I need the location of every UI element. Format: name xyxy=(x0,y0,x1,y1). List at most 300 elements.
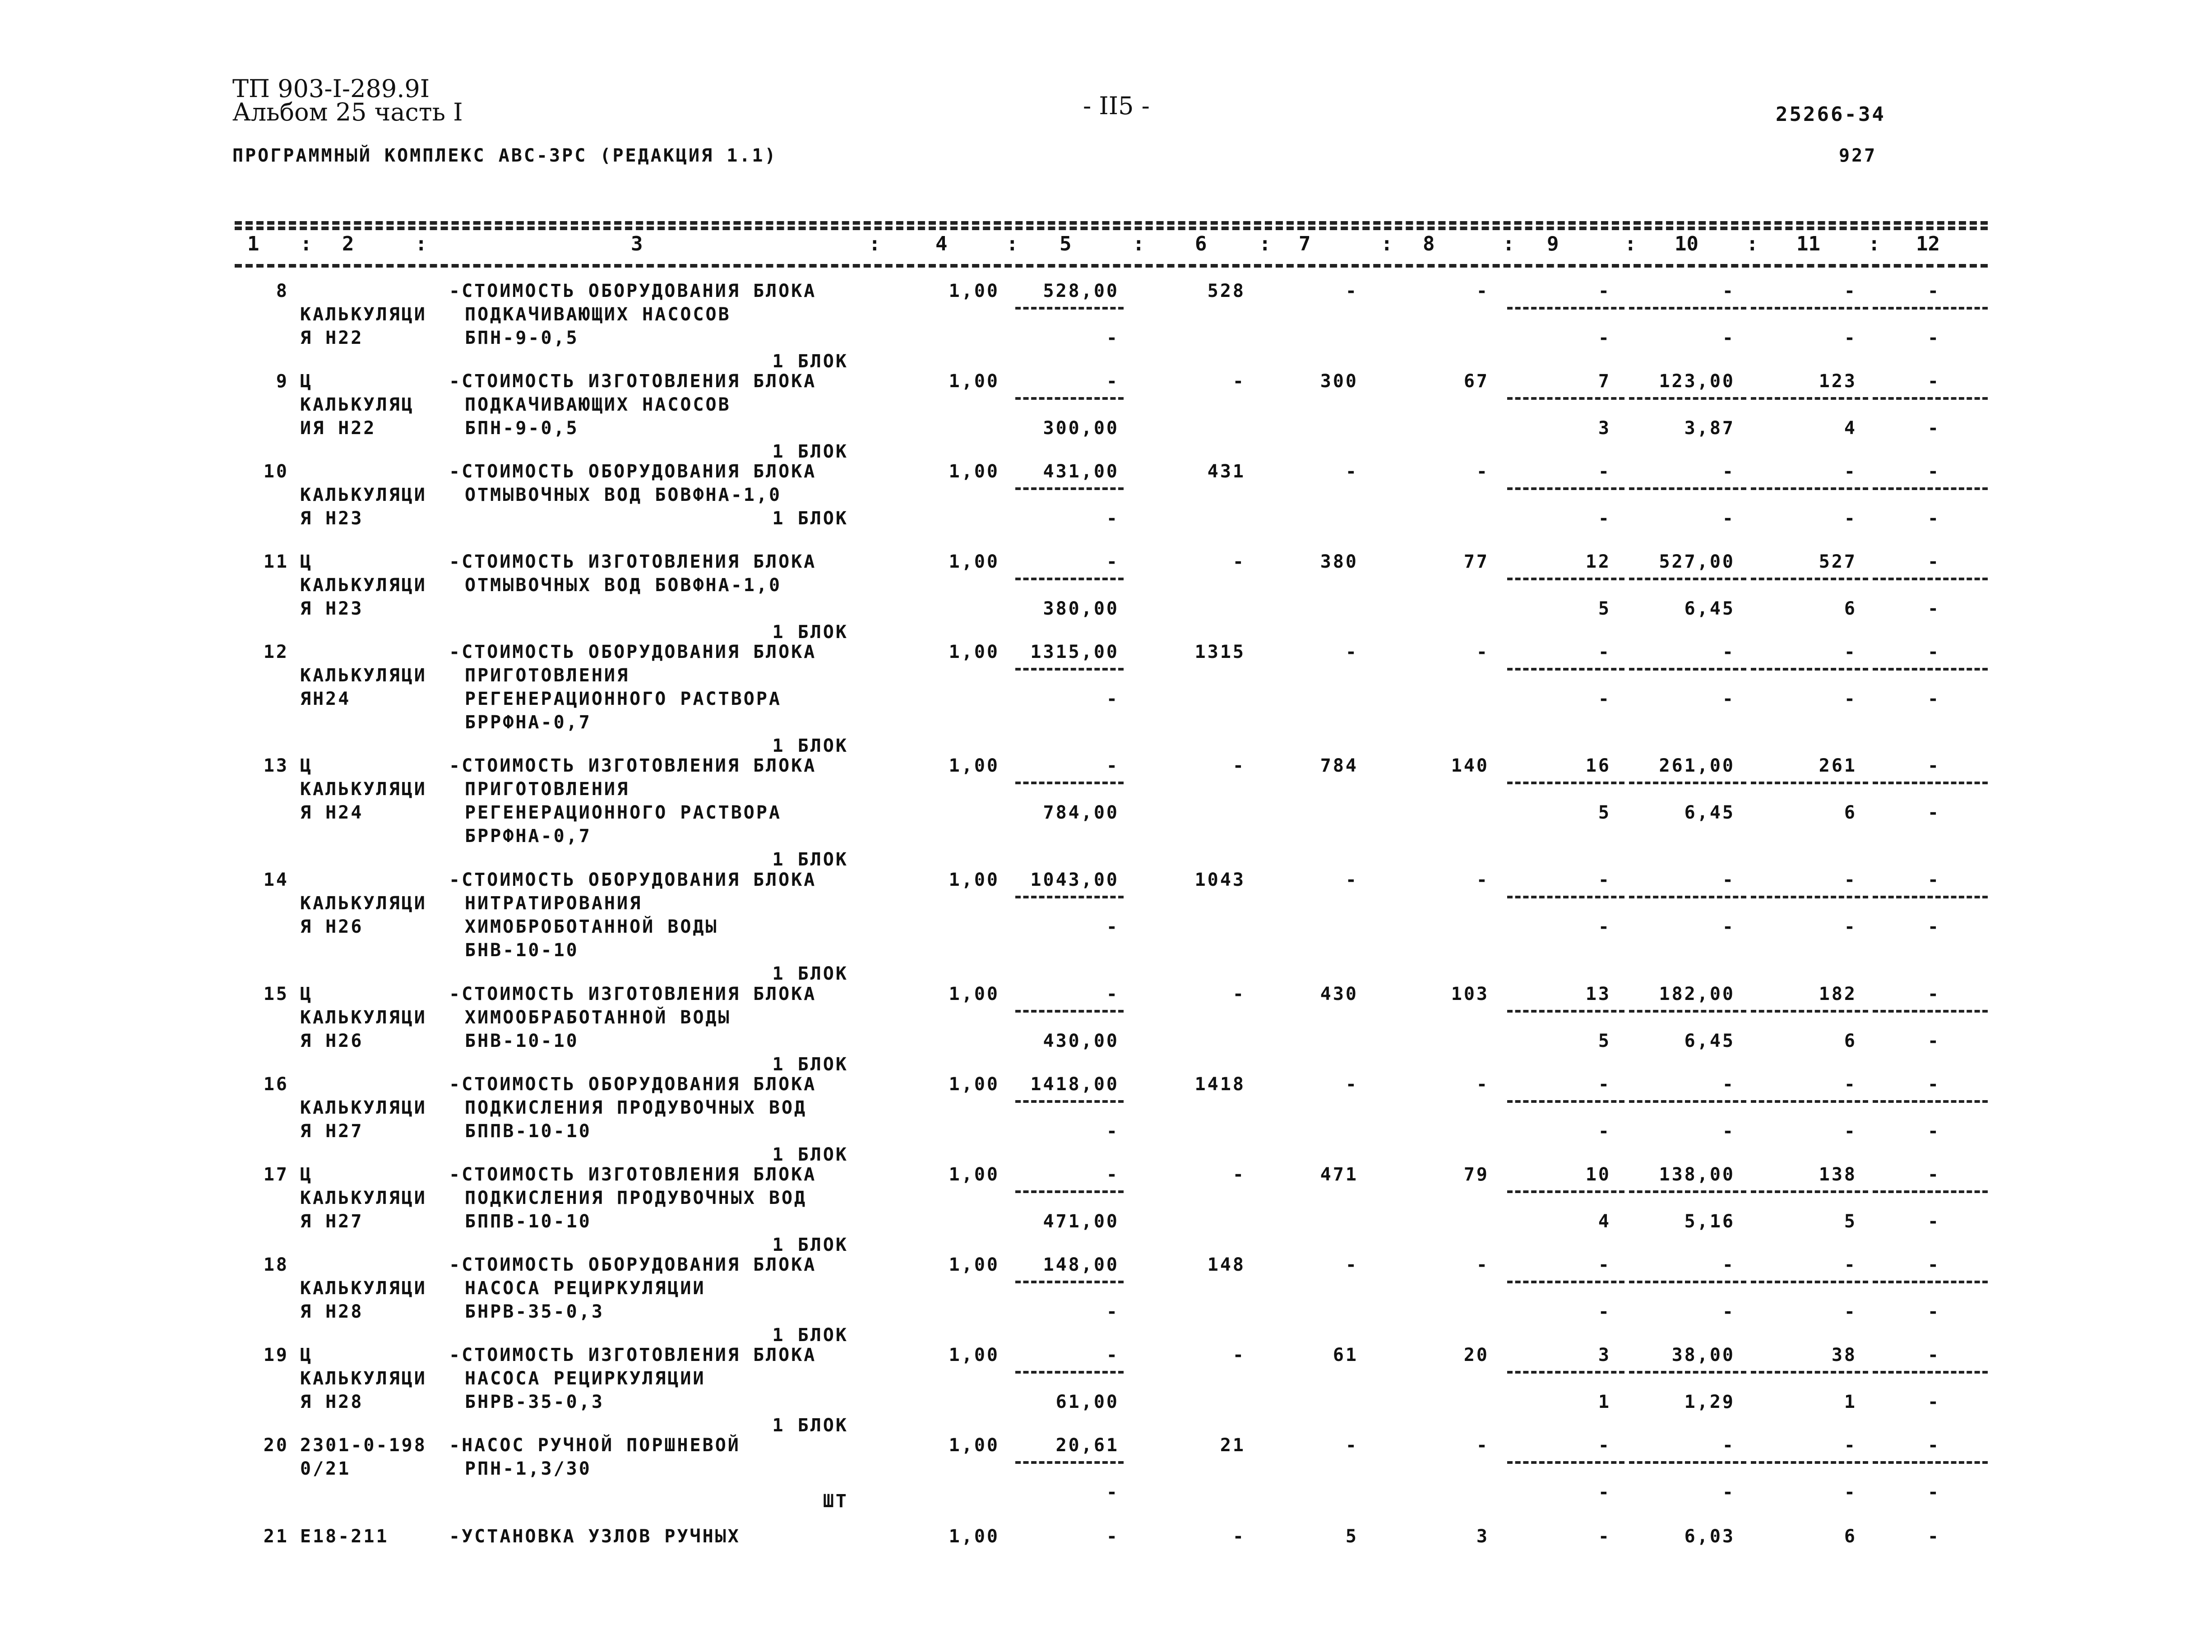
col-12-value: - xyxy=(1927,1074,1940,1095)
norm-code: Ц xyxy=(300,551,313,572)
quantity: 1,00 xyxy=(949,371,1000,392)
col-9-subvalue: - xyxy=(1598,916,1611,937)
col-9-value: 13 xyxy=(1585,984,1611,1004)
col-11-divider xyxy=(1751,782,1868,784)
col-11-divider xyxy=(1751,307,1868,310)
col-12-subvalue: - xyxy=(1927,598,1940,619)
norm-code: КАЛЬКУЛЯЦИ xyxy=(300,665,427,686)
row-number: 21 xyxy=(263,1526,289,1547)
work-description: БРРФНА-0,7 xyxy=(465,826,592,847)
col-11-subvalue: - xyxy=(1844,328,1857,348)
total-cost: - xyxy=(1232,1164,1245,1185)
col-12-subvalue: - xyxy=(1927,802,1940,823)
col-10-value: 6,03 xyxy=(1684,1526,1735,1547)
work-description: ПРИГОТОВЛЕНИЯ xyxy=(465,665,630,686)
col-10-value: - xyxy=(1722,281,1735,301)
col-9-value: 12 xyxy=(1585,551,1611,572)
total-cost: - xyxy=(1232,984,1245,1004)
col-9-subvalue: 3 xyxy=(1598,418,1611,439)
col-8-value: 77 xyxy=(1463,551,1489,572)
total-cost: 1418 xyxy=(1194,1074,1245,1095)
unit-of-measure: 1 БЛОК xyxy=(772,1144,848,1165)
work-description: -СТОИМОСТЬ ОБОРУДОВАНИЯ БЛОКА xyxy=(449,1074,817,1095)
norm-code: Ц xyxy=(300,1345,313,1365)
work-description: ОТМЫВОЧНЫХ ВОД БОВФНА-1,0 xyxy=(465,575,782,596)
col-10-value: 261,00 xyxy=(1659,755,1735,776)
unit-of-measure: 1 БЛОК xyxy=(772,1415,848,1436)
col-9-value: - xyxy=(1598,281,1611,301)
col-11-value: - xyxy=(1844,642,1857,662)
col-11-subvalue: - xyxy=(1844,916,1857,937)
unit-cost-wage: 300,00 xyxy=(1043,418,1119,439)
unit-cost-wage: 380,00 xyxy=(1043,598,1119,619)
unit-cost-divider xyxy=(1015,782,1124,784)
col-10-divider xyxy=(1629,1371,1746,1374)
column-separator: : xyxy=(1503,232,1515,255)
unit-cost: 1043,00 xyxy=(1030,870,1119,890)
col-9-subvalue: - xyxy=(1598,1301,1611,1322)
col-10-value: 38,00 xyxy=(1671,1345,1735,1365)
col-9-value: - xyxy=(1598,1435,1611,1456)
norm-code: КАЛЬКУЛЯЦИ xyxy=(300,1368,427,1389)
row-number: 9 xyxy=(276,371,289,392)
col-7-value: - xyxy=(1345,1254,1358,1275)
col-9-divider xyxy=(1507,1371,1624,1374)
unit-of-measure: 1 БЛОК xyxy=(772,1235,848,1255)
col-11-divider xyxy=(1751,487,1868,490)
col-11-divider xyxy=(1751,1010,1868,1013)
col-11-value: 123 xyxy=(1819,371,1857,392)
quantity: 1,00 xyxy=(949,281,1000,301)
col-10-subvalue: - xyxy=(1722,1301,1735,1322)
row-number: 15 xyxy=(263,984,289,1004)
col-10-value: 182,00 xyxy=(1659,984,1735,1004)
norm-code: КАЛЬКУЛЯЦИ xyxy=(300,1278,427,1299)
col-9-subvalue: - xyxy=(1598,1482,1611,1503)
col-9-divider xyxy=(1507,1281,1624,1283)
column-separator: : xyxy=(1133,232,1145,255)
col-10-subvalue: - xyxy=(1722,916,1735,937)
col-8-value: 140 xyxy=(1451,755,1489,776)
unit-cost-wage: - xyxy=(1106,328,1119,348)
total-cost: - xyxy=(1232,371,1245,392)
col-12-divider xyxy=(1873,1010,1988,1013)
column-header-7: 7 xyxy=(1299,232,1311,255)
col-11-value: 527 xyxy=(1819,551,1857,572)
col-11-subvalue: - xyxy=(1844,508,1857,529)
col-12-subvalue: - xyxy=(1927,328,1940,348)
col-10-divider xyxy=(1629,782,1746,784)
col-11-divider xyxy=(1751,896,1868,898)
quantity: 1,00 xyxy=(949,870,1000,890)
work-description: БРРФНА-0,7 xyxy=(465,712,592,733)
work-description: БППВ-10-10 xyxy=(465,1211,592,1232)
row-number: 19 xyxy=(263,1345,289,1365)
total-cost: - xyxy=(1232,1345,1245,1365)
work-description: НАСОСА РЕЦИРКУЛЯЦИИ xyxy=(465,1278,706,1299)
col-10-value: - xyxy=(1722,461,1735,482)
col-10-divider xyxy=(1629,307,1746,310)
col-10-divider xyxy=(1629,668,1746,671)
col-11-divider xyxy=(1751,578,1868,580)
unit-cost-wage: 471,00 xyxy=(1043,1211,1119,1232)
work-description: -СТОИМОСТЬ ОБОРУДОВАНИЯ БЛОКА xyxy=(449,281,817,301)
col-12-value: - xyxy=(1927,1164,1940,1185)
work-description: -СТОИМОСТЬ ИЗГОТОВЛЕНИЯ БЛОКА xyxy=(449,371,817,392)
col-9-value: - xyxy=(1598,1074,1611,1095)
col-12-subvalue: - xyxy=(1927,508,1940,529)
sheet-number: 927 xyxy=(1839,145,1877,166)
col-9-value: - xyxy=(1598,642,1611,662)
work-description: ПОДКАЧИВАЮЩИХ НАСОСОВ xyxy=(465,394,731,415)
col-11-value: 38 xyxy=(1831,1345,1857,1365)
column-header-4: 4 xyxy=(935,232,948,255)
document-code: ТП 903-I-289.9I xyxy=(232,74,430,103)
row-number: 8 xyxy=(276,281,289,301)
norm-code: Ц xyxy=(300,984,313,1004)
col-11-subvalue: 6 xyxy=(1844,598,1857,619)
col-9-value: 7 xyxy=(1598,371,1611,392)
col-11-value: - xyxy=(1844,1435,1857,1456)
quantity: 1,00 xyxy=(949,461,1000,482)
unit-of-measure: 1 БЛОК xyxy=(772,351,848,372)
quantity: 1,00 xyxy=(949,551,1000,572)
work-description: БПН-9-0,5 xyxy=(465,418,579,439)
work-description: РПН-1,3/30 xyxy=(465,1458,592,1479)
col-9-divider xyxy=(1507,896,1624,898)
col-10-subvalue: - xyxy=(1722,689,1735,709)
col-10-value: - xyxy=(1722,1435,1735,1456)
col-12-divider xyxy=(1873,1100,1988,1103)
norm-code: Я Н24 xyxy=(300,802,364,823)
norm-code: Я Н23 xyxy=(300,598,364,619)
col-9-value: 16 xyxy=(1585,755,1611,776)
col-10-value: - xyxy=(1722,1074,1735,1095)
unit-cost: 20,61 xyxy=(1055,1435,1119,1456)
col-9-value: - xyxy=(1598,1526,1611,1547)
unit-cost-divider xyxy=(1015,668,1124,671)
unit-of-measure: 1 БЛОК xyxy=(772,1054,848,1075)
work-description: НИТРАТИРОВАНИЯ xyxy=(465,893,643,914)
quantity: 1,00 xyxy=(949,755,1000,776)
unit-cost: 528,00 xyxy=(1043,281,1119,301)
col-12-divider xyxy=(1873,1461,1988,1464)
col-12-value: - xyxy=(1927,984,1940,1004)
col-9-subvalue: 5 xyxy=(1598,1031,1611,1051)
col-9-divider xyxy=(1507,487,1624,490)
unit-cost-wage: - xyxy=(1106,689,1119,709)
col-12-value: - xyxy=(1927,755,1940,776)
col-10-divider xyxy=(1629,1190,1746,1193)
norm-code: Я Н22 xyxy=(300,328,364,348)
work-description: ПРИГОТОВЛЕНИЯ xyxy=(465,779,630,800)
col-11-divider xyxy=(1751,1281,1868,1283)
col-12-divider xyxy=(1873,1281,1988,1283)
unit-cost: - xyxy=(1106,1526,1119,1547)
work-description: РЕГЕНЕРАЦИОННОГО РАСТВОРА xyxy=(465,689,782,709)
col-9-subvalue: 4 xyxy=(1598,1211,1611,1232)
col-10-subvalue: - xyxy=(1722,1482,1735,1503)
col-11-subvalue: 5 xyxy=(1844,1211,1857,1232)
col-11-value: - xyxy=(1844,1074,1857,1095)
work-description: ПОДКИСЛЕНИЯ ПРОДУВОЧНЫХ ВОД xyxy=(465,1188,807,1208)
unit-cost-wage: 784,00 xyxy=(1043,802,1119,823)
col-12-subvalue: - xyxy=(1927,689,1940,709)
col-11-divider xyxy=(1751,1100,1868,1103)
column-header-5: 5 xyxy=(1060,232,1072,255)
col-11-subvalue: - xyxy=(1844,1301,1857,1322)
quantity: 1,00 xyxy=(949,1164,1000,1185)
column-separator: : xyxy=(300,232,312,255)
norm-code: КАЛЬКУЛЯЦИ xyxy=(300,1007,427,1028)
album-part: Альбом 25 часть I xyxy=(232,98,463,126)
col-9-divider xyxy=(1507,397,1624,400)
col-8-value: 67 xyxy=(1463,371,1489,392)
unit-cost: - xyxy=(1106,1345,1119,1365)
col-10-value: - xyxy=(1722,1254,1735,1275)
col-8-value: - xyxy=(1476,870,1489,890)
unit-of-measure: 1 БЛОК xyxy=(772,1325,848,1346)
unit-cost: 431,00 xyxy=(1043,461,1119,482)
total-cost: - xyxy=(1232,755,1245,776)
col-7-value: - xyxy=(1345,281,1358,301)
col-12-value: - xyxy=(1927,1345,1940,1365)
col-9-subvalue: - xyxy=(1598,1121,1611,1142)
work-description: -СТОИМОСТЬ ИЗГОТОВЛЕНИЯ БЛОКА xyxy=(449,551,817,572)
col-10-value: - xyxy=(1722,642,1735,662)
norm-code: Ц xyxy=(300,1164,313,1185)
col-8-value: - xyxy=(1476,642,1489,662)
row-number: 17 xyxy=(263,1164,289,1185)
col-11-subvalue: 6 xyxy=(1844,802,1857,823)
total-cost: 1043 xyxy=(1194,870,1245,890)
norm-code: Я Н23 xyxy=(300,508,364,529)
col-12-divider xyxy=(1873,307,1988,310)
col-11-value: 138 xyxy=(1819,1164,1857,1185)
row-number: 14 xyxy=(263,870,289,890)
col-10-subvalue: 6,45 xyxy=(1684,1031,1735,1051)
unit-cost-divider xyxy=(1015,578,1124,580)
col-7-value: 380 xyxy=(1320,551,1358,572)
column-separator: : xyxy=(1746,232,1758,255)
work-description: -УСТАНОВКА УЗЛОВ РУЧНЫХ xyxy=(449,1526,740,1547)
col-12-divider xyxy=(1873,668,1988,671)
unit-cost: 1418,00 xyxy=(1030,1074,1119,1095)
col-7-value: - xyxy=(1345,1435,1358,1456)
col-11-divider xyxy=(1751,1371,1868,1374)
column-header-3: 3 xyxy=(631,232,643,255)
work-description: БНРВ-35-0,3 xyxy=(465,1301,604,1322)
col-12-subvalue: - xyxy=(1927,1301,1940,1322)
work-description: БППВ-10-10 xyxy=(465,1121,592,1142)
col-10-subvalue: 6,45 xyxy=(1684,802,1735,823)
total-cost: 148 xyxy=(1207,1254,1245,1275)
total-cost: 21 xyxy=(1220,1435,1245,1456)
unit-cost: - xyxy=(1106,551,1119,572)
unit-cost: - xyxy=(1106,984,1119,1004)
unit-cost-wage: - xyxy=(1106,508,1119,529)
col-10-subvalue: - xyxy=(1722,1121,1735,1142)
col-11-divider xyxy=(1751,1190,1868,1193)
work-description: ОТМЫВОЧНЫХ ВОД БОВФНА-1,0 xyxy=(465,485,782,505)
col-7-value: 61 xyxy=(1333,1345,1358,1365)
unit-cost-wage: - xyxy=(1106,1301,1119,1322)
col-8-value: - xyxy=(1476,1074,1489,1095)
row-number: 18 xyxy=(263,1254,289,1275)
quantity: 1,00 xyxy=(949,1435,1000,1456)
col-12-divider xyxy=(1873,397,1988,400)
col-12-divider xyxy=(1873,487,1988,490)
norm-code: КАЛЬКУЛЯЦИ xyxy=(300,485,427,505)
col-9-value: 3 xyxy=(1598,1345,1611,1365)
work-description: -НАСОС РУЧНОЙ ПОРШНЕВОЙ xyxy=(449,1435,740,1456)
col-9-divider xyxy=(1507,1461,1624,1464)
col-9-divider xyxy=(1507,578,1624,580)
total-cost: 528 xyxy=(1207,281,1245,301)
work-description: РЕГЕНЕРАЦИОННОГО РАСТВОРА xyxy=(465,802,782,823)
column-header-9: 9 xyxy=(1547,232,1559,255)
unit-cost-wage: - xyxy=(1106,1482,1119,1503)
norm-code: Я Н27 xyxy=(300,1121,364,1142)
col-12-divider xyxy=(1873,1371,1988,1374)
col-8-value: - xyxy=(1476,281,1489,301)
col-12-subvalue: - xyxy=(1927,418,1940,439)
col-9-divider xyxy=(1507,1010,1624,1013)
unit-cost: 1315,00 xyxy=(1030,642,1119,662)
row-number: 20 xyxy=(263,1435,289,1456)
norm-code: Ц xyxy=(300,371,313,392)
col-11-subvalue: - xyxy=(1844,1482,1857,1503)
norm-code: КАЛЬКУЛЯЦИ xyxy=(300,1097,427,1118)
col-9-subvalue: - xyxy=(1598,328,1611,348)
unit-cost-divider xyxy=(1015,487,1124,490)
col-12-divider xyxy=(1873,896,1988,898)
col-12-value: - xyxy=(1927,870,1940,890)
program-title: ПРОГРАММНЫЙ КОМПЛЕКС АВС-3РС (РЕДАКЦИЯ 1.1) xyxy=(232,145,777,166)
quantity: 1,00 xyxy=(949,642,1000,662)
work-description: -СТОИМОСТЬ ОБОРУДОВАНИЯ БЛОКА xyxy=(449,870,817,890)
col-12-value: - xyxy=(1927,1254,1940,1275)
col-12-subvalue: - xyxy=(1927,1482,1940,1503)
col-7-value: - xyxy=(1345,1074,1358,1095)
row-number: 10 xyxy=(263,461,289,482)
unit-cost: - xyxy=(1106,755,1119,776)
col-11-value: - xyxy=(1844,461,1857,482)
unit-of-measure: 1 БЛОК xyxy=(772,441,848,462)
work-description: -СТОИМОСТЬ ОБОРУДОВАНИЯ БЛОКА xyxy=(449,1254,817,1275)
col-12-value: - xyxy=(1927,1526,1940,1547)
norm-code: КАЛЬКУЛЯЦИ xyxy=(300,575,427,596)
norm-code: Ц xyxy=(300,755,313,776)
unit-cost-wage: 61,00 xyxy=(1055,1392,1119,1412)
unit-of-measure: ШТ xyxy=(823,1491,848,1512)
col-8-value: 3 xyxy=(1476,1526,1489,1547)
col-9-value: 10 xyxy=(1585,1164,1611,1185)
norm-code: Я Н26 xyxy=(300,1031,364,1051)
column-header-8: 8 xyxy=(1423,232,1435,255)
unit-cost-divider xyxy=(1015,397,1124,400)
col-7-value: 300 xyxy=(1320,371,1358,392)
unit-of-measure: 1 БЛОК xyxy=(772,736,848,756)
unit-cost-wage: 430,00 xyxy=(1043,1031,1119,1051)
work-description: ХИМООБРАБОТАННОЙ ВОДЫ xyxy=(465,1007,731,1028)
col-10-value: - xyxy=(1722,870,1735,890)
norm-code: Я Н27 xyxy=(300,1211,364,1232)
col-9-subvalue: - xyxy=(1598,508,1611,529)
work-description: ХИМОБРОБОТАННОЙ ВОДЫ xyxy=(465,916,718,937)
column-header-1: 1 xyxy=(247,232,259,255)
norm-code: КАЛЬКУЛЯЦИ xyxy=(300,893,427,914)
col-12-divider xyxy=(1873,578,1988,580)
row-number: 11 xyxy=(263,551,289,572)
col-11-value: - xyxy=(1844,281,1857,301)
work-description: ПОДКАЧИВАЮЩИХ НАСОСОВ xyxy=(465,304,731,325)
norm-code: Я Н28 xyxy=(300,1392,364,1412)
unit-of-measure: 1 БЛОК xyxy=(772,508,848,529)
norm-code: 0/21 xyxy=(300,1458,351,1479)
unit-cost-wage: - xyxy=(1106,916,1119,937)
quantity: 1,00 xyxy=(949,1254,1000,1275)
col-8-value: - xyxy=(1476,461,1489,482)
col-12-value: - xyxy=(1927,371,1940,392)
work-description: -СТОИМОСТЬ ИЗГОТОВЛЕНИЯ БЛОКА xyxy=(449,755,817,776)
quantity: 1,00 xyxy=(949,984,1000,1004)
col-7-value: 5 xyxy=(1345,1526,1358,1547)
col-9-divider xyxy=(1507,668,1624,671)
norm-code: ЯН24 xyxy=(300,689,351,709)
col-12-subvalue: - xyxy=(1927,1392,1940,1412)
col-9-value: - xyxy=(1598,870,1611,890)
column-separator: : xyxy=(1624,232,1637,255)
work-description: -СТОИМОСТЬ ИЗГОТОВЛЕНИЯ БЛОКА xyxy=(449,1345,817,1365)
column-header-6: 6 xyxy=(1195,232,1207,255)
col-11-subvalue: 6 xyxy=(1844,1031,1857,1051)
column-header-10: 10 xyxy=(1675,232,1698,255)
col-7-value: 430 xyxy=(1320,984,1358,1004)
col-11-subvalue: 1 xyxy=(1844,1392,1857,1412)
col-7-value: 471 xyxy=(1320,1164,1358,1185)
norm-code: КАЛЬКУЛЯЦИ xyxy=(300,1188,427,1208)
column-separator: : xyxy=(1259,232,1271,255)
work-description: БНВ-10-10 xyxy=(465,1031,579,1051)
col-10-value: 123,00 xyxy=(1659,371,1735,392)
work-description: ПОДКИСЛЕНИЯ ПРОДУВОЧНЫХ ВОД xyxy=(465,1097,807,1118)
norm-code: КАЛЬКУЛЯЦ xyxy=(300,394,414,415)
col-10-divider xyxy=(1629,1100,1746,1103)
col-12-subvalue: - xyxy=(1927,1031,1940,1051)
col-11-divider xyxy=(1751,397,1868,400)
col-11-value: - xyxy=(1844,870,1857,890)
unit-cost-divider xyxy=(1015,1371,1124,1374)
norm-code: ИЯ Н22 xyxy=(300,418,376,439)
work-description: -СТОИМОСТЬ ИЗГОТОВЛЕНИЯ БЛОКА xyxy=(449,984,817,1004)
work-description: БНВ-10-10 xyxy=(465,940,579,961)
col-12-value: - xyxy=(1927,551,1940,572)
column-header-2: 2 xyxy=(342,232,354,255)
col-12-value: - xyxy=(1927,1435,1940,1456)
quantity: 1,00 xyxy=(949,1345,1000,1365)
norm-code: КАЛЬКУЛЯЦИ xyxy=(300,779,427,800)
col-10-subvalue: 5,16 xyxy=(1684,1211,1735,1232)
col-12-value: - xyxy=(1927,281,1940,301)
work-description: БПН-9-0,5 xyxy=(465,328,579,348)
total-cost: 431 xyxy=(1207,461,1245,482)
col-8-value: 103 xyxy=(1451,984,1489,1004)
unit-cost-divider xyxy=(1015,1190,1124,1193)
col-10-divider xyxy=(1629,487,1746,490)
column-separator: : xyxy=(1868,232,1880,255)
col-11-value: 261 xyxy=(1819,755,1857,776)
